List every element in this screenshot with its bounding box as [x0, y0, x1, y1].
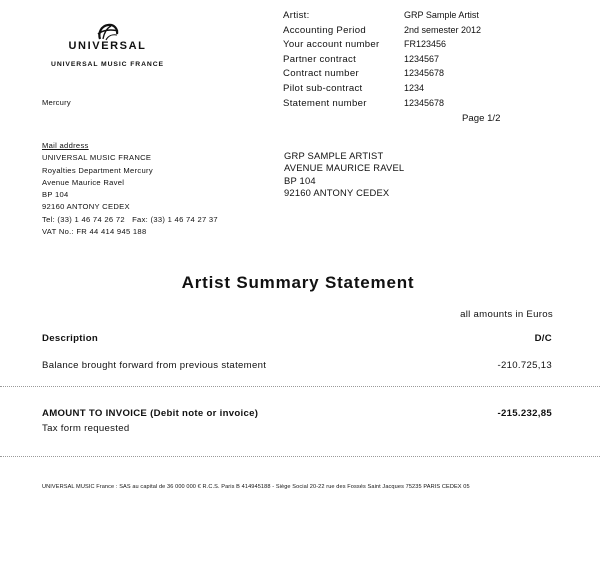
balance-label: Balance brought forward from previous statement [42, 360, 267, 371]
info-row [283, 83, 481, 98]
mail-address-block [42, 140, 218, 238]
info-key: Statement number [283, 97, 367, 109]
invoice-value: -215.232,85 [497, 408, 552, 419]
mail-line: Royalties Department Mercury [42, 165, 153, 175]
info-row [283, 68, 481, 83]
info-key: Pilot sub-contract [283, 82, 363, 94]
info-value: FR123456 [404, 39, 447, 50]
info-value: GRP Sample Artist [404, 10, 479, 20]
legal-footer: UNIVERSAL MUSIC France : SAS au capital de 36 000 000 € R.C.S. Paris B 414945188 - Siège Social 20-22 rue des Fossés Saint Jacques 75235 PARIS CEDEX 05 [42, 484, 470, 490]
description-header: Description [42, 333, 99, 344]
invoice-row [42, 408, 552, 419]
info-key: Contract number [283, 68, 359, 80]
info-row [283, 98, 481, 113]
logo-brand: UNIVERSAL [68, 40, 147, 52]
mail-line: VAT No.: FR 44 414 945 188 [42, 227, 147, 237]
invoice-label: AMOUNT TO INVOICE (Debit note or invoice) [42, 408, 259, 419]
info-key: Artist: [283, 10, 310, 21]
info-row [283, 10, 481, 25]
universal-logo [40, 22, 175, 78]
table-row [42, 360, 552, 371]
mail-address-title: Mail address [42, 141, 89, 150]
mail-line: Tel: (33) 1 46 74 26 72 Fax: (33) 1 46 74 27 37 [42, 214, 218, 224]
info-row [283, 54, 481, 69]
info-value: 2nd semester 2012 [404, 24, 482, 35]
info-key: Accounting Period [283, 24, 366, 36]
tax-note: Tax form requested [42, 423, 130, 434]
info-value: 12345678 [404, 97, 445, 108]
logo-subtitle: UNIVERSAL MUSIC FRANCE [51, 61, 164, 68]
recipient-address [284, 150, 404, 199]
recipient-line: GRP SAMPLE ARTIST [284, 150, 384, 161]
dc-header: D/C [534, 333, 552, 344]
balance-value: -210.725,13 [497, 360, 552, 371]
recipient-line: AVENUE MAURICE RAVEL [284, 162, 405, 174]
info-key: Partner contract [283, 53, 357, 65]
statement-title: Artist Summary Statement [181, 273, 415, 292]
currency-note: all amounts in Euros [460, 309, 553, 320]
info-row [283, 25, 481, 40]
statement-info-table [283, 10, 481, 112]
page-number: Page 1/2 [462, 113, 501, 124]
info-key: Your account number [283, 39, 380, 51]
info-value: 12345678 [404, 68, 445, 79]
mail-line: BP 104 [42, 190, 69, 200]
recipient-line: 92160 ANTONY CEDEX [284, 186, 390, 198]
mail-line: Avenue Maurice Ravel [42, 177, 125, 187]
mail-line: UNIVERSAL MUSIC FRANCE [42, 153, 152, 163]
recipient-line: BP 104 [284, 174, 316, 186]
record-label: Mercury [42, 98, 71, 107]
mail-line: 92160 ANTONY CEDEX [42, 202, 130, 212]
info-row [283, 39, 481, 54]
info-value: 1234 [404, 82, 425, 93]
dotted-separator [0, 456, 600, 457]
globe-icon [95, 22, 121, 42]
info-value: 1234567 [404, 53, 440, 64]
table-header [42, 333, 552, 344]
dotted-separator [0, 386, 600, 387]
